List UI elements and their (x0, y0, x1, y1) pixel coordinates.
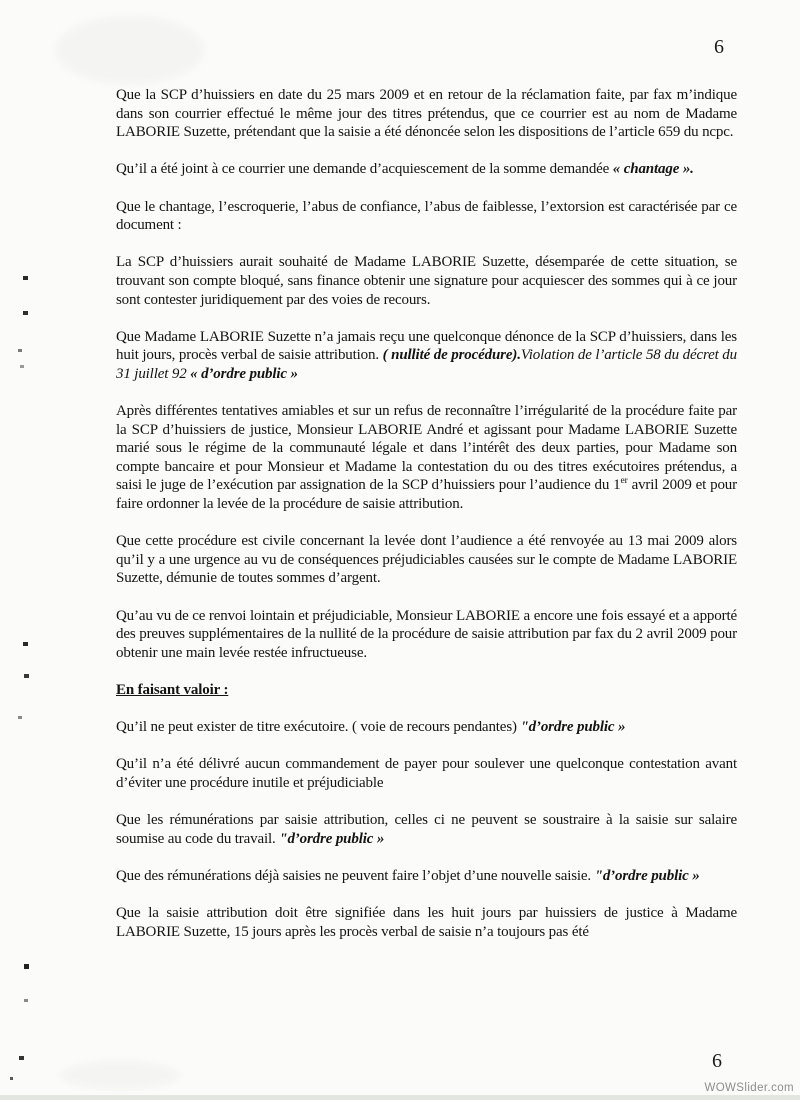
scan-speck (10, 1077, 13, 1080)
paragraph (116, 867, 737, 886)
paragraph (116, 811, 737, 848)
paragraph (116, 904, 737, 941)
text-run: En faisant valoir : (116, 682, 229, 698)
scan-speck (18, 716, 22, 719)
text-run: "d’ordre public » (594, 867, 700, 884)
scan-speck (24, 964, 29, 969)
paragraph (116, 402, 737, 514)
page-number-bottom: 6 (712, 1050, 722, 1072)
scan-speck (24, 674, 29, 678)
text-run: Qu’il n’a été délivré aucun commandement de payer pour soulever une quelconque contestation avant d’éviter une procédure inutile et préjudiciable (116, 756, 737, 791)
scan-speck (23, 276, 28, 280)
scan-speck (23, 311, 28, 315)
text-run: « chantage ». (612, 161, 694, 178)
paragraph (116, 160, 737, 179)
watermark: WOWSlider.com (704, 1082, 794, 1094)
text-run: ( nullité de procédure). (382, 347, 521, 364)
paragraph (116, 755, 737, 792)
text-run: La SCP d’huissiers aurait souhaité de Madame LABORIE Suzette, désemparée de cette situation, se trouvant son compte bloqué, sans finance obtenir une signature pour acquiescer des sommes qui à ce jour sont contester juridiquement par des voies de recours. (116, 254, 737, 308)
paragraph (116, 718, 737, 737)
text-run: Qu’il ne peut exister de titre exécutoire. ( voie de recours pendantes) (116, 719, 521, 736)
text-run: avril 2009 et pour faire ordonner la levée de la procédure de saisie attribution. (116, 477, 737, 513)
text-run: Après différentes tentatives amiables et sur un refus de reconnaître l’irrégularité de la procédure faite par la SCP d’huissiers de justice, Monsieur LABORIE André et agissant pour Madame LABORIE Suzette marié sous le régime de la communauté légale et dans l’intérêt des deux parties, pour Madame son compte bancaire et pour Monsieur et Madame la contestation du ou des titres exécutoires prétendus, a saisi le juge de l’exécution par assignation de la SCP d’huissiers pour l’audience du 1 (116, 403, 737, 494)
section-heading (116, 681, 737, 700)
scan-speck (20, 365, 24, 368)
paragraph (116, 532, 737, 588)
text-run: Que Madame LABORIE Suzette n’a jamais reçu une quelconque dénonce de la SCP d’huissiers, dans les huit jours, procès verbal de saisie attribution. (116, 328, 737, 364)
paragraph (116, 253, 737, 309)
paragraph (116, 198, 737, 235)
paragraph (116, 607, 737, 663)
scan-speck (19, 1056, 24, 1060)
text-run: er (620, 476, 628, 487)
scan-speck (23, 642, 28, 646)
text-run: Qu’au vu de ce renvoi lointain et préjudiciable, Monsieur LABORIE a encore une fois essayé et a apporté des preuves supplémentaires de la nullité de la procédure de saisie attribution par fax du 2 avril 2009 pour obtenir une main levée restée infructueuse. (116, 607, 737, 661)
text-run: Que le chantage, l’escroquerie, l’abus de confiance, l’abus de faiblesse, l’extorsion est caractérisée par ce document : (116, 198, 737, 234)
scan-speck (24, 999, 28, 1002)
paragraph (116, 86, 737, 142)
text-run: Qu’il a été joint à ce courrier une demande d’acquiescement de la somme demandée (116, 161, 613, 178)
text-run: "d’ordre public » (520, 719, 626, 736)
scan-bottom-edge (0, 1095, 800, 1100)
text-run: « d’ordre public » (190, 365, 298, 382)
text-run: Que des rémunérations déjà saisies ne peuvent faire l’objet d’une nouvelle saisie. (116, 867, 595, 884)
text-run: Que cette procédure est civile concernant la levée dont l’audience a été renvoyée au 13 mai 2009 alors qu’il y a une urgence au vu de conséquences préjudiciables causées sur le compte de Madame LABORIE Suzette, démunie de toutes sommes d’argent. (116, 533, 737, 587)
text-run: Que la SCP d’huissiers en date du 25 mars 2009 et en retour de la réclamation faite, par fax m’indique dans son courrier effectué le même jour des titres prétendus, que ce courrier est au nom de Madame LABORIE Suzette, prétendant que la saisie a été dénoncée selon les dispositions de l’article 659 du ncpc. (116, 87, 737, 141)
text-run: Que la saisie attribution doit être signifiée dans les huit jours par huissiers de justice à Madame LABORIE Suzette, 15 jours après les procès verbal de saisie n’a toujours pas été (116, 905, 737, 940)
document-body (116, 86, 737, 960)
scan-smudge (55, 15, 205, 85)
text-run: Que les rémunérations par saisie attribution, celles ci ne peuvent se soustraire à la saisie sur salaire soumise au code du travail. (116, 812, 737, 847)
scan-speck (18, 349, 22, 352)
page-number-top: 6 (714, 36, 724, 58)
scan-smudge (60, 1060, 180, 1090)
text-run: Violation de l’article 58 du décret du 31 juillet 92 (116, 347, 737, 382)
text-run: "d’ordre public » (279, 830, 385, 847)
paragraph (116, 328, 737, 384)
